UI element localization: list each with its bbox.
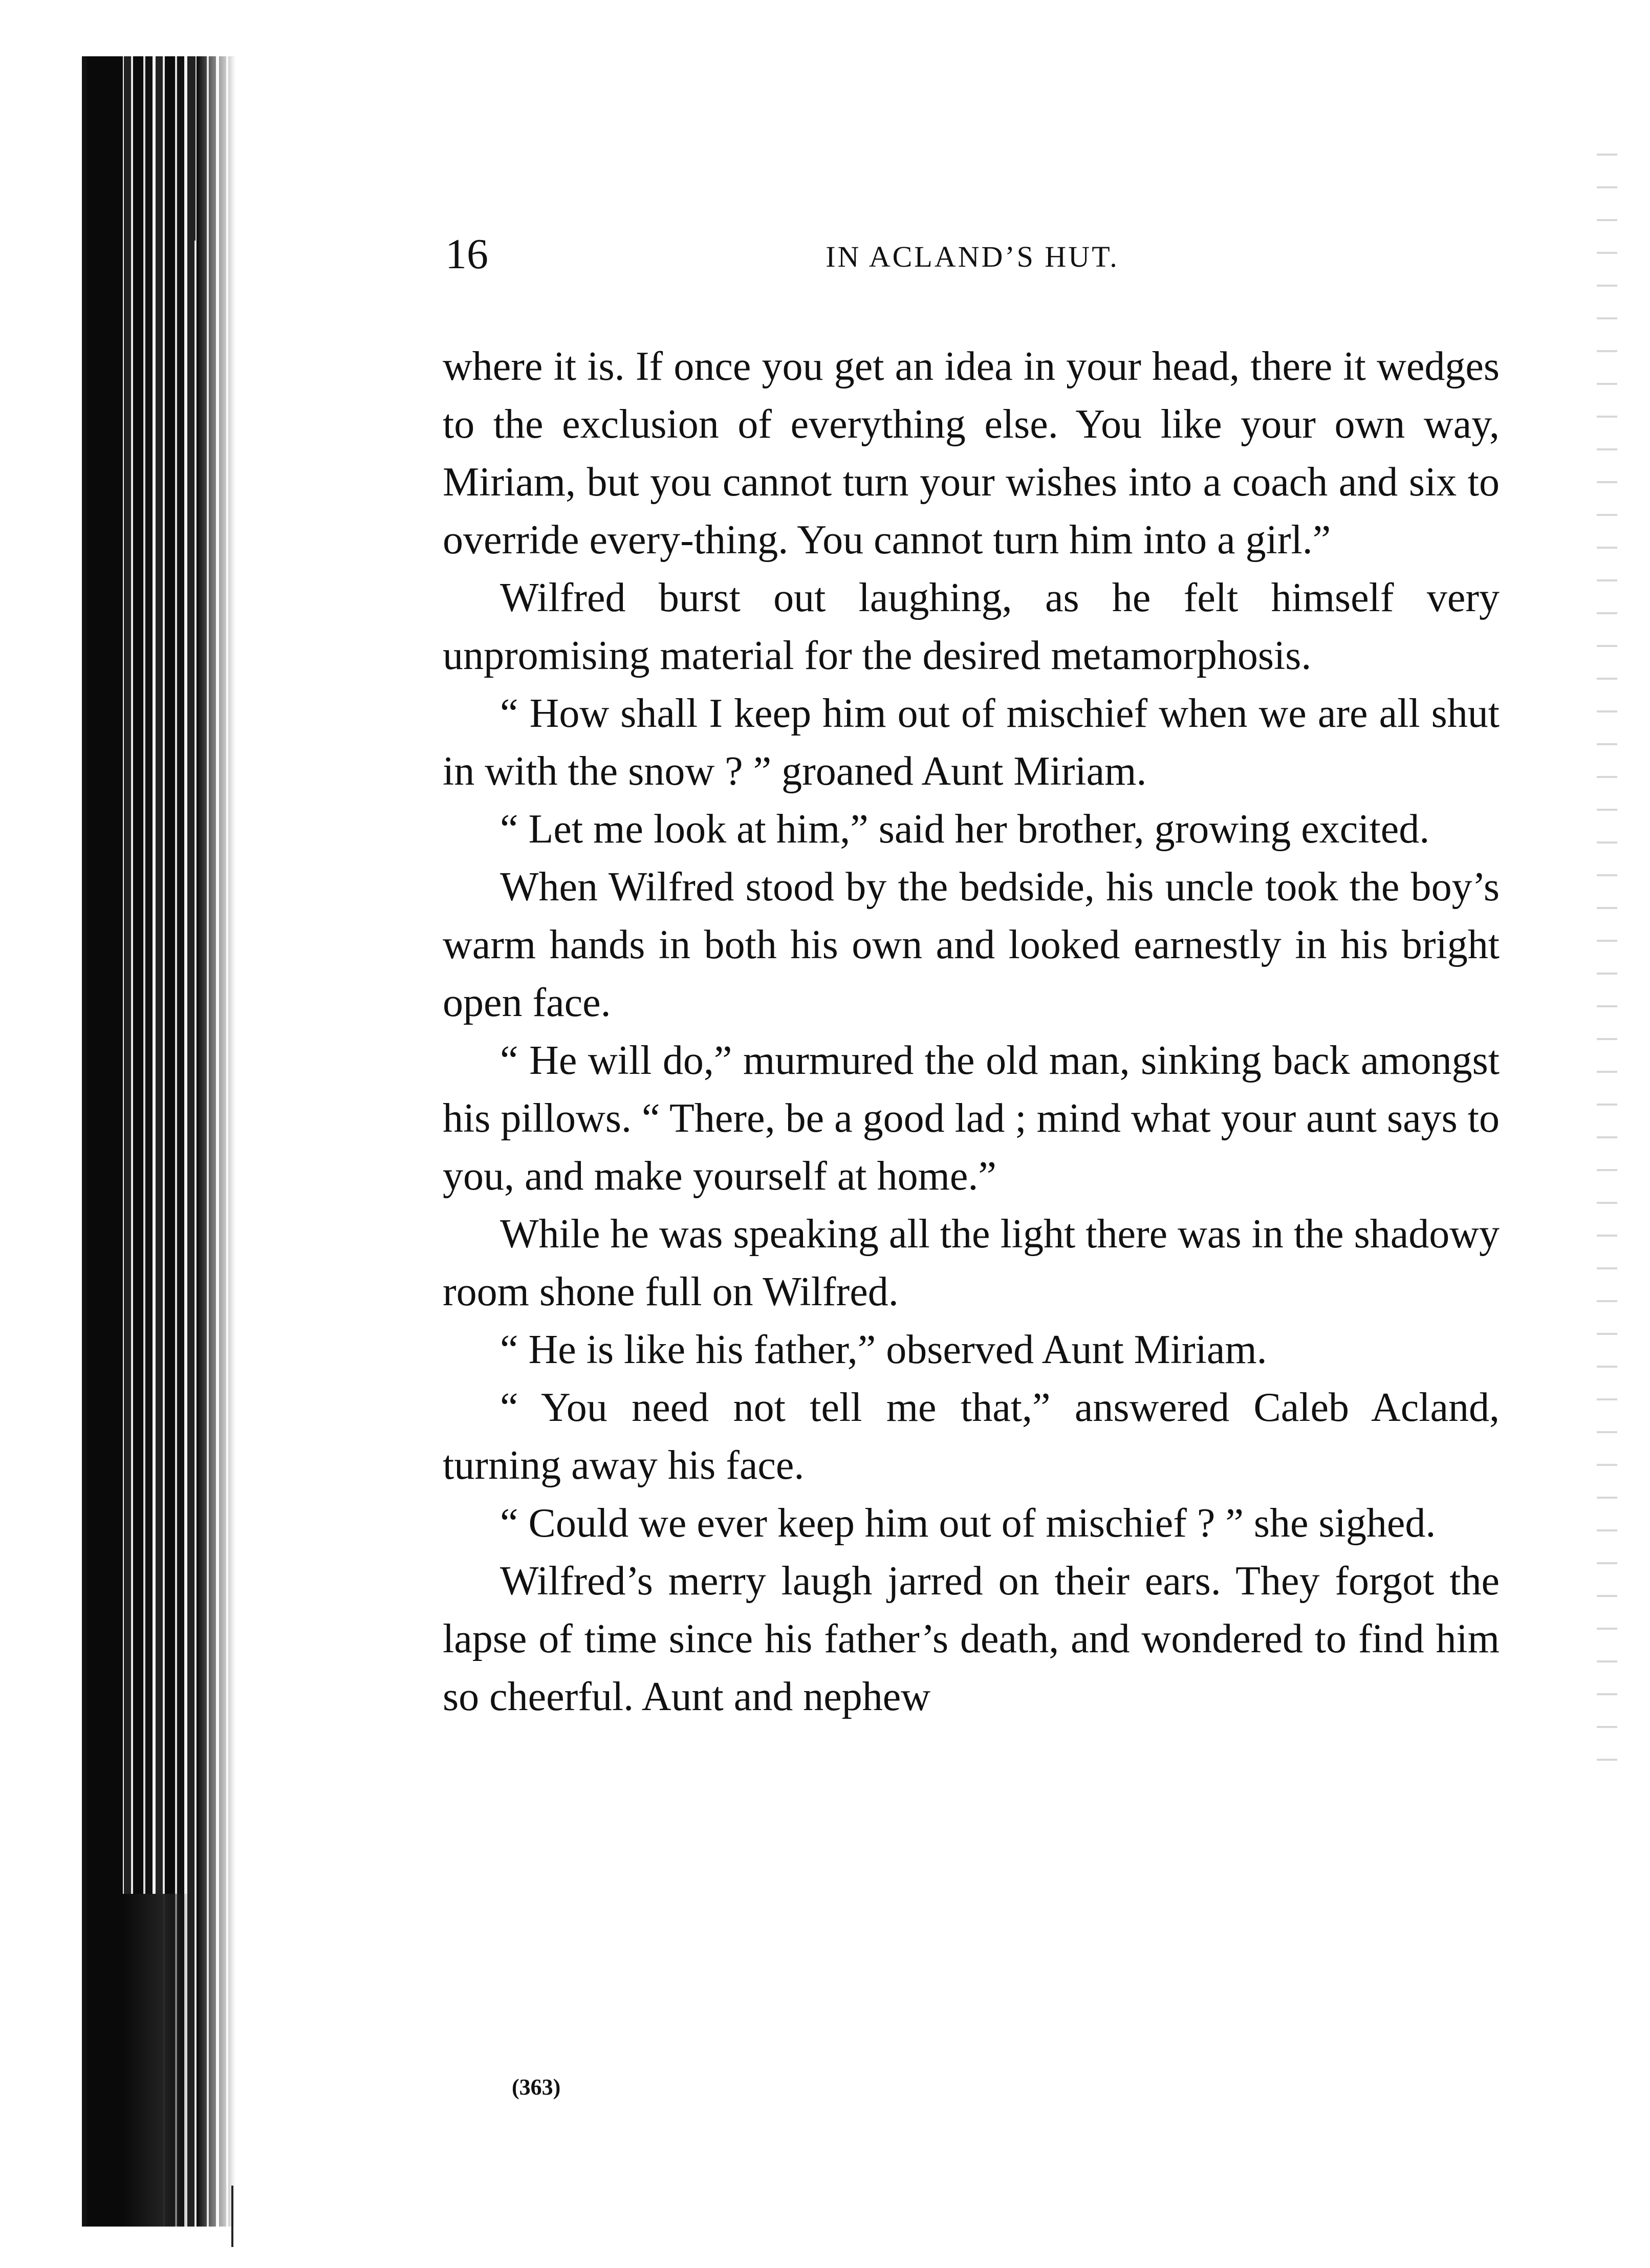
paragraph: Wilfred’s merry laugh jarred on their ears. They forgot the lapse of time since his father’s death, and wondered to find him so cheerful. Aunt and nephew (443, 1559, 1500, 1719)
paragraph: “ How shall I keep him out of mischief when we are all shut in with the snow ? ” groaned Aunt Miriam. (443, 691, 1500, 794)
page-number: 16 (445, 230, 488, 278)
paragraph: Wilfred burst out laughing, as he felt himself very unpromising material for the desired metamorphosis. (443, 575, 1500, 678)
body-text (443, 338, 1500, 1726)
scan-speckle (1597, 123, 1617, 1761)
binding-shadow (87, 56, 123, 2227)
paragraph: “ Could we ever keep him out of mischief ? ” she sighed. (500, 1501, 1436, 1546)
binding-shadow-bottom (123, 1894, 189, 2227)
paragraph: “ You need not tell me that,” answered Caleb Acland, turning away his face. (443, 1385, 1500, 1488)
paragraph: where it is. If once you get an idea in your head, there it wedges to the exclusion of everything else. You like your own way, Miriam, but you cannot turn your wishes into a coach and six to override every-thing. You cannot turn him into a girl.” (443, 344, 1500, 563)
paragraph: “ Let me look at him,” said her brother, growing excited. (500, 807, 1430, 852)
page-edge-line-bottom (231, 2186, 233, 2247)
paragraph: “ He will do,” murmured the old man, sinking back amongst his pillows. “ There, be a good lad ; mind what your aunt says to you, and make yourself at home.” (443, 1038, 1500, 1199)
signature-mark: (363) (512, 2075, 561, 2100)
page-edge-line (193, 56, 196, 241)
paragraph: When Wilfred stood by the bedside, his uncle took the boy’s warm hands in both his own and looked earnestly in his bright open face. (443, 865, 1500, 1025)
paragraph: “ He is like his father,” observed Aunt Miriam. (500, 1327, 1267, 1372)
paragraph: While he was speaking all the light there was in the shadowy room shone full on Wilfred. (443, 1212, 1500, 1314)
page-header (445, 230, 1500, 294)
running-head: IN ACLAND’S HUT. (826, 240, 1119, 273)
